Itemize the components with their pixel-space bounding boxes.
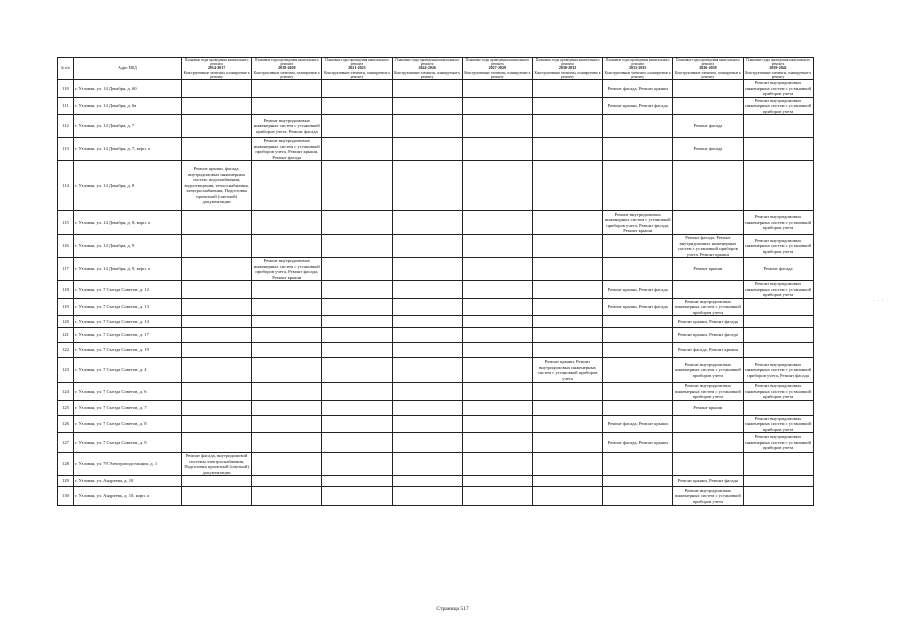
- repair-works-cell: [252, 400, 322, 415]
- repair-works-cell: [462, 433, 532, 453]
- repair-works-cell: [392, 298, 462, 316]
- row-address: г. Узловая, ул. 14 Декабря, д. 7, корп. а: [74, 138, 182, 161]
- repair-works-cell: Ремонт крыши: [673, 258, 743, 281]
- row-number: 130: [58, 487, 74, 506]
- col-header-period: Плановые годы проведения капитального ремонта 2030-2032 Конструктивные элементы, планируемые к ремонту: [532, 58, 602, 80]
- repair-works-cell: [182, 476, 252, 487]
- repair-works-cell: [743, 453, 813, 476]
- repair-works-cell: [462, 343, 532, 358]
- row-number: 120: [58, 316, 74, 328]
- repair-works-cell: [743, 316, 813, 328]
- repair-works-cell: [392, 316, 462, 328]
- repair-works-cell: [743, 298, 813, 316]
- repair-works-cell: [392, 358, 462, 383]
- repair-works-cell: [532, 161, 602, 211]
- repair-works-cell: [743, 328, 813, 343]
- col-header-period: Плановые годы проведения капитального ремонта 2033-2035 Конструктивные элементы, планируемые к ремонту: [603, 58, 673, 80]
- repair-works-cell: [252, 343, 322, 358]
- repair-works-cell: Ремонт крыши, фасада, внутридомовых инженерных систем: водоснабжения, водоотведения, теплоснабжения, электроснабжения, Подготовка проектной (сметной) документации: [182, 161, 252, 211]
- col-header-period: Плановые годы проведения капитального ремонта 2039-2041 Конструктивные элементы, планируемые к ремонту: [743, 58, 813, 80]
- repair-works-cell: Ремонт фасада, Ремонт внутридомовых инженерных систем с установкой приборов учета, Ремонт крыши: [673, 235, 743, 258]
- repair-works-cell: [392, 258, 462, 281]
- repair-works-cell: [532, 476, 602, 487]
- col-header-period: Плановые годы проведения капитального ремонта 2027-2029 Конструктивные элементы, планируемые к ремонту: [462, 58, 532, 80]
- repair-works-cell: Ремонт фасада, внутридомовой системы электроснабжения, Подготовка проектной (сметной) документации: [182, 453, 252, 476]
- row-address: г. Узловая, ул. 14 Декабря, д. 6а: [74, 97, 182, 115]
- repair-works-cell: Ремонт внутридомовых инженерных систем с установкой приборов учета, Ремонт фасада: [743, 358, 813, 383]
- repair-works-cell: [252, 211, 322, 235]
- repair-works-cell: Ремонт фасада, Ремонт крыши: [603, 80, 673, 98]
- repair-works-cell: [182, 298, 252, 316]
- repair-works-cell: Ремонт крыши, Ремонт фасада: [673, 316, 743, 328]
- row-address: г. Узловая, ул. 14 Декабря, д. 9, корп. а: [74, 258, 182, 281]
- repair-works-cell: [462, 80, 532, 98]
- repair-works-cell: Ремонт внутридомовых инженерных систем с установкой приборов учета: [743, 433, 813, 453]
- repair-works-cell: Ремонт внутридомовых инженерных систем с установкой приборов учета: [743, 383, 813, 401]
- repair-works-cell: Ремонт внутридомовых инженерных систем с установкой приборов учета: [743, 415, 813, 433]
- repair-works-cell: [392, 281, 462, 299]
- repair-works-cell: [182, 97, 252, 115]
- repair-works-cell: [603, 487, 673, 506]
- repair-works-cell: Ремонт крыши, Ремонт фасада: [673, 328, 743, 343]
- repair-works-cell: [322, 281, 392, 299]
- repair-works-cell: [322, 235, 392, 258]
- row-address: г. Узловая, ул. 7 Съезда Советов, д. 14: [74, 316, 182, 328]
- repair-works-cell: [462, 358, 532, 383]
- row-address: г. Узловая, ул. 7 Съезда Советов, д. 12: [74, 281, 182, 299]
- capital-repair-table: [57, 57, 814, 506]
- table-row: [58, 400, 814, 415]
- repair-works-cell: [462, 415, 532, 433]
- repair-works-cell: [603, 258, 673, 281]
- repair-works-cell: [743, 161, 813, 211]
- repair-works-cell: [603, 453, 673, 476]
- page-number: Страница 517: [436, 606, 469, 612]
- repair-works-cell: [673, 433, 743, 453]
- repair-works-cell: [322, 298, 392, 316]
- repair-works-cell: [252, 161, 322, 211]
- repair-works-cell: [322, 476, 392, 487]
- repair-works-cell: [252, 476, 322, 487]
- table-row: [58, 115, 814, 138]
- row-address: г. Узловая, ул. 14 Декабря, д. 7: [74, 115, 182, 138]
- repair-works-cell: Ремонт фасада, Ремонт крыши: [603, 433, 673, 453]
- repair-works-cell: Ремонт внутридомовых инженерных систем с установкой приборов учета: [743, 281, 813, 299]
- repair-works-cell: [252, 453, 322, 476]
- col-header-period: Плановые годы проведения капитального ремонта 2014-2017 Конструктивные элементы, планируемые к ремонту: [182, 58, 252, 80]
- repair-works-cell: [182, 235, 252, 258]
- table-row: [58, 97, 814, 115]
- repair-works-cell: Ремонт фасада: [673, 115, 743, 138]
- row-address: г. Узловая, ул. 7 Съезда Советов, д. 8: [74, 415, 182, 433]
- repair-works-cell: [392, 211, 462, 235]
- repair-works-cell: [252, 316, 322, 328]
- repair-works-cell: [392, 161, 462, 211]
- repair-works-cell: Ремонт фасада: [673, 138, 743, 161]
- repair-works-cell: Ремонт внутридомовых инженерных систем с установкой приборов учета: [743, 235, 813, 258]
- row-number: 113: [58, 138, 74, 161]
- repair-works-cell: [252, 358, 322, 383]
- repair-works-cell: [182, 138, 252, 161]
- repair-works-cell: [322, 400, 392, 415]
- repair-works-cell: Ремонт внутридомовых инженерных систем с установкой приборов учета, Ремонт крыши, Ремонт фасада: [252, 138, 322, 161]
- row-number: 121: [58, 328, 74, 343]
- repair-works-cell: [743, 400, 813, 415]
- repair-works-cell: [743, 487, 813, 506]
- repair-works-cell: [392, 476, 462, 487]
- row-number: 111: [58, 97, 74, 115]
- repair-works-cell: [182, 400, 252, 415]
- repair-works-cell: [462, 138, 532, 161]
- repair-works-cell: [182, 415, 252, 433]
- repair-works-cell: [673, 415, 743, 433]
- table-row: [58, 235, 814, 258]
- repair-works-cell: [532, 453, 602, 476]
- table-row: [58, 161, 814, 211]
- repair-works-cell: [322, 80, 392, 98]
- table-row: [58, 358, 814, 383]
- table-row: [58, 383, 814, 401]
- row-number: 118: [58, 281, 74, 299]
- repair-works-cell: [532, 415, 602, 433]
- repair-works-cell: [182, 343, 252, 358]
- header-row: [58, 58, 814, 80]
- repair-works-cell: Ремонт внутридомовых инженерных систем с установкой приборов учета: [743, 211, 813, 235]
- row-address: г. Узловая, ул. 7 Съезда Советов, д. 7: [74, 400, 182, 415]
- row-address: г. Узловая, ул. 7 Съезда Советов, д. 4: [74, 358, 182, 383]
- repair-works-cell: [392, 235, 462, 258]
- repair-works-cell: Ремонт внутридомовых инженерных систем с установкой приборов учета: [673, 358, 743, 383]
- table-row: [58, 476, 814, 487]
- repair-works-cell: Ремонт внутридомовых инженерных систем с установкой приборов учета: [743, 80, 813, 98]
- col-header-period: Плановые годы проведения капитального ремонта 2021-2023 Конструктивные элементы, планируемые к ремонту: [322, 58, 392, 80]
- repair-works-cell: [462, 328, 532, 343]
- repair-works-cell: Ремонт внутридомовых инженерных систем с установкой приборов учета: [673, 383, 743, 401]
- table-row: [58, 433, 814, 453]
- repair-works-cell: [743, 138, 813, 161]
- row-number: 114: [58, 161, 74, 211]
- repair-works-cell: Ремонт внутридомовых инженерных систем с установкой приборов учета, Ремонт фасада, Ремонт крыши: [603, 211, 673, 235]
- repair-works-cell: [392, 328, 462, 343]
- col-header-period: Плановые годы проведения капитального ремонта 2036-2038 Конструктивные элементы, планируемые к ремонту: [673, 58, 743, 80]
- row-address: г. Узловая, ул. 14 Декабря, д. 60: [74, 80, 182, 98]
- repair-works-cell: Ремонт внутридомовых инженерных систем с установкой приборов учета, Ремонт фасада, Ремонт крыши: [252, 258, 322, 281]
- repair-works-cell: [603, 138, 673, 161]
- repair-works-cell: [673, 453, 743, 476]
- repair-works-cell: Ремонт внутридомовых инженерных систем с установкой приборов учета, Ремонт фасада: [252, 115, 322, 138]
- repair-works-cell: [322, 415, 392, 433]
- repair-works-cell: [252, 235, 322, 258]
- repair-works-cell: [392, 487, 462, 506]
- repair-works-cell: [252, 80, 322, 98]
- row-address: г. Узловая, ул. 7 Съезда Советов, д. 9: [74, 433, 182, 453]
- repair-works-cell: [603, 115, 673, 138]
- repair-works-cell: [532, 80, 602, 98]
- repair-works-cell: [252, 328, 322, 343]
- repair-works-cell: [322, 138, 392, 161]
- table-row: [58, 211, 814, 235]
- repair-works-cell: [743, 476, 813, 487]
- repair-works-cell: [532, 433, 602, 453]
- col-header-num: № п/п: [58, 58, 74, 80]
- row-number: 128: [58, 453, 74, 476]
- repair-works-cell: [252, 298, 322, 316]
- repair-works-cell: [182, 80, 252, 98]
- repair-works-cell: [322, 97, 392, 115]
- repair-works-cell: [392, 343, 462, 358]
- repair-works-cell: [252, 281, 322, 299]
- table-row: [58, 80, 814, 98]
- repair-works-cell: [462, 487, 532, 506]
- repair-works-cell: [673, 211, 743, 235]
- repair-works-cell: [532, 316, 602, 328]
- repair-works-cell: Ремонт крыши: [673, 400, 743, 415]
- row-number: 126: [58, 415, 74, 433]
- repair-works-cell: [603, 343, 673, 358]
- repair-works-cell: [532, 138, 602, 161]
- repair-works-cell: [603, 358, 673, 383]
- repair-works-cell: [603, 400, 673, 415]
- repair-works-cell: [322, 358, 392, 383]
- row-address: г. Узловая, ул. 7 Съезда Советов, д. 6: [74, 383, 182, 401]
- repair-works-cell: [182, 115, 252, 138]
- row-number: 115: [58, 211, 74, 235]
- repair-works-cell: [182, 316, 252, 328]
- repair-works-cell: [252, 487, 322, 506]
- repair-works-cell: [532, 258, 602, 281]
- repair-works-cell: [743, 115, 813, 138]
- margin-mark: . . .: [873, 298, 885, 303]
- repair-works-cell: Ремонт внутридомовых инженерных систем с установкой приборов учета: [743, 97, 813, 115]
- repair-works-cell: [322, 433, 392, 453]
- repair-works-cell: [182, 487, 252, 506]
- row-address: г. Узловая, ул. 7 Съезда Советов, д. 19: [74, 343, 182, 358]
- repair-works-cell: Ремонт фасада, Ремонт крыши: [603, 415, 673, 433]
- repair-works-cell: [462, 115, 532, 138]
- repair-works-cell: [532, 235, 602, 258]
- row-address: г. Узловая, ул. 7 Съезда Советов, д. 13: [74, 298, 182, 316]
- repair-works-cell: [322, 316, 392, 328]
- repair-works-cell: [532, 383, 602, 401]
- repair-works-cell: [462, 258, 532, 281]
- repair-works-cell: [182, 433, 252, 453]
- repair-works-cell: [532, 343, 602, 358]
- repair-works-cell: [392, 80, 462, 98]
- repair-works-cell: [182, 358, 252, 383]
- repair-works-cell: [462, 316, 532, 328]
- table-row: [58, 138, 814, 161]
- table-row: [58, 316, 814, 328]
- repair-works-cell: Ремонт крыши, Ремонт фасада: [603, 97, 673, 115]
- table-row: [58, 343, 814, 358]
- row-number: 117: [58, 258, 74, 281]
- col-header-address: Адрес МКД: [74, 58, 182, 80]
- repair-works-cell: Ремонт фасада, Ремонт крыши: [673, 343, 743, 358]
- repair-works-cell: [392, 115, 462, 138]
- repair-works-cell: Ремонт крыши, Ремонт внутридомовых инженерных систем с установкой приборов учета: [532, 358, 602, 383]
- table-row: [58, 281, 814, 299]
- repair-works-cell: [252, 383, 322, 401]
- row-address: г. Узловая, ул. Андреева, д. 10: [74, 476, 182, 487]
- repair-works-cell: [603, 328, 673, 343]
- repair-works-cell: [392, 400, 462, 415]
- repair-works-cell: Ремонт фасада: [743, 258, 813, 281]
- repair-works-cell: [322, 161, 392, 211]
- repair-works-cell: [462, 161, 532, 211]
- repair-works-cell: [532, 487, 602, 506]
- row-number: 125: [58, 400, 74, 415]
- repair-works-cell: [182, 281, 252, 299]
- repair-works-cell: [252, 97, 322, 115]
- repair-works-cell: [603, 476, 673, 487]
- repair-works-cell: [462, 298, 532, 316]
- row-number: 116: [58, 235, 74, 258]
- table-row: [58, 487, 814, 506]
- repair-works-cell: Ремонт крыши, Ремонт фасада: [603, 281, 673, 299]
- repair-works-cell: [603, 161, 673, 211]
- repair-works-cell: [392, 453, 462, 476]
- repair-works-cell: [743, 343, 813, 358]
- row-address: г. Узловая, ул. 79 Электроподстанции, д. 1: [74, 453, 182, 476]
- repair-works-cell: [603, 383, 673, 401]
- repair-works-cell: [532, 298, 602, 316]
- repair-works-cell: [532, 97, 602, 115]
- row-address: г. Узловая, ул. 14 Декабря, д. 8, корп. а: [74, 211, 182, 235]
- repair-works-cell: [462, 281, 532, 299]
- repair-works-cell: [532, 400, 602, 415]
- repair-works-cell: [532, 281, 602, 299]
- repair-works-cell: [673, 80, 743, 98]
- row-number: 127: [58, 433, 74, 453]
- repair-works-cell: [392, 433, 462, 453]
- repair-works-cell: [322, 115, 392, 138]
- repair-works-cell: [322, 487, 392, 506]
- row-address: г. Узловая, ул. 14 Декабря, д. 9: [74, 235, 182, 258]
- repair-works-cell: [252, 433, 322, 453]
- row-number: 123: [58, 358, 74, 383]
- col-header-period: Плановые годы проведения капитального ремонта 2018-2020 Конструктивные элементы, планируемые к ремонту: [252, 58, 322, 80]
- repair-works-cell: [392, 97, 462, 115]
- repair-works-cell: [182, 211, 252, 235]
- table-row: [58, 298, 814, 316]
- repair-works-cell: [182, 328, 252, 343]
- repair-works-cell: [462, 453, 532, 476]
- repair-works-cell: [462, 235, 532, 258]
- repair-works-cell: Ремонт крыши, Ремонт фасада: [673, 476, 743, 487]
- table-row: [58, 453, 814, 476]
- repair-works-cell: [462, 476, 532, 487]
- row-address: г. Узловая, ул. 7 Съезда Советов, д. 17: [74, 328, 182, 343]
- repair-works-cell: [392, 383, 462, 401]
- table-row: [58, 328, 814, 343]
- repair-works-cell: [532, 115, 602, 138]
- repair-works-cell: [532, 211, 602, 235]
- row-number: 112: [58, 115, 74, 138]
- repair-works-cell: [462, 383, 532, 401]
- repair-works-cell: [392, 138, 462, 161]
- row-number: 124: [58, 383, 74, 401]
- row-number: 129: [58, 476, 74, 487]
- repair-works-cell: Ремонт крыши, Ремонт фасада: [603, 298, 673, 316]
- repair-works-cell: [462, 400, 532, 415]
- repair-works-cell: [392, 415, 462, 433]
- repair-works-cell: [462, 211, 532, 235]
- repair-works-cell: Ремонт внутридомовых инженерных систем с установкой приборов учета: [673, 298, 743, 316]
- repair-works-cell: [673, 97, 743, 115]
- repair-works-cell: [603, 235, 673, 258]
- repair-works-cell: [462, 97, 532, 115]
- row-address: г. Узловая, ул. Андреева, д. 10, корп. а: [74, 487, 182, 506]
- col-header-period: Плановые годы проведения капитального ремонта 2024-2026 Конструктивные элементы, планируемые к ремонту: [392, 58, 462, 80]
- repair-works-cell: Ремонт внутридомовых инженерных систем с установкой приборов учета: [673, 487, 743, 506]
- repair-works-cell: [182, 383, 252, 401]
- table-body: [58, 80, 814, 506]
- row-number: 119: [58, 298, 74, 316]
- repair-works-cell: [252, 415, 322, 433]
- repair-works-cell: [322, 328, 392, 343]
- repair-works-cell: [322, 343, 392, 358]
- repair-works-cell: [182, 258, 252, 281]
- table-row: [58, 415, 814, 433]
- repair-works-cell: [322, 383, 392, 401]
- repair-works-cell: [532, 328, 602, 343]
- row-address: г. Узловая, ул. 14 Декабря, д. 8: [74, 161, 182, 211]
- repair-works-cell: [603, 316, 673, 328]
- row-number: 110: [58, 80, 74, 98]
- repair-works-cell: [673, 281, 743, 299]
- table-row: [58, 258, 814, 281]
- row-number: 122: [58, 343, 74, 358]
- repair-works-cell: [322, 453, 392, 476]
- repair-works-cell: [673, 161, 743, 211]
- repair-works-cell: [322, 211, 392, 235]
- repair-works-cell: [322, 258, 392, 281]
